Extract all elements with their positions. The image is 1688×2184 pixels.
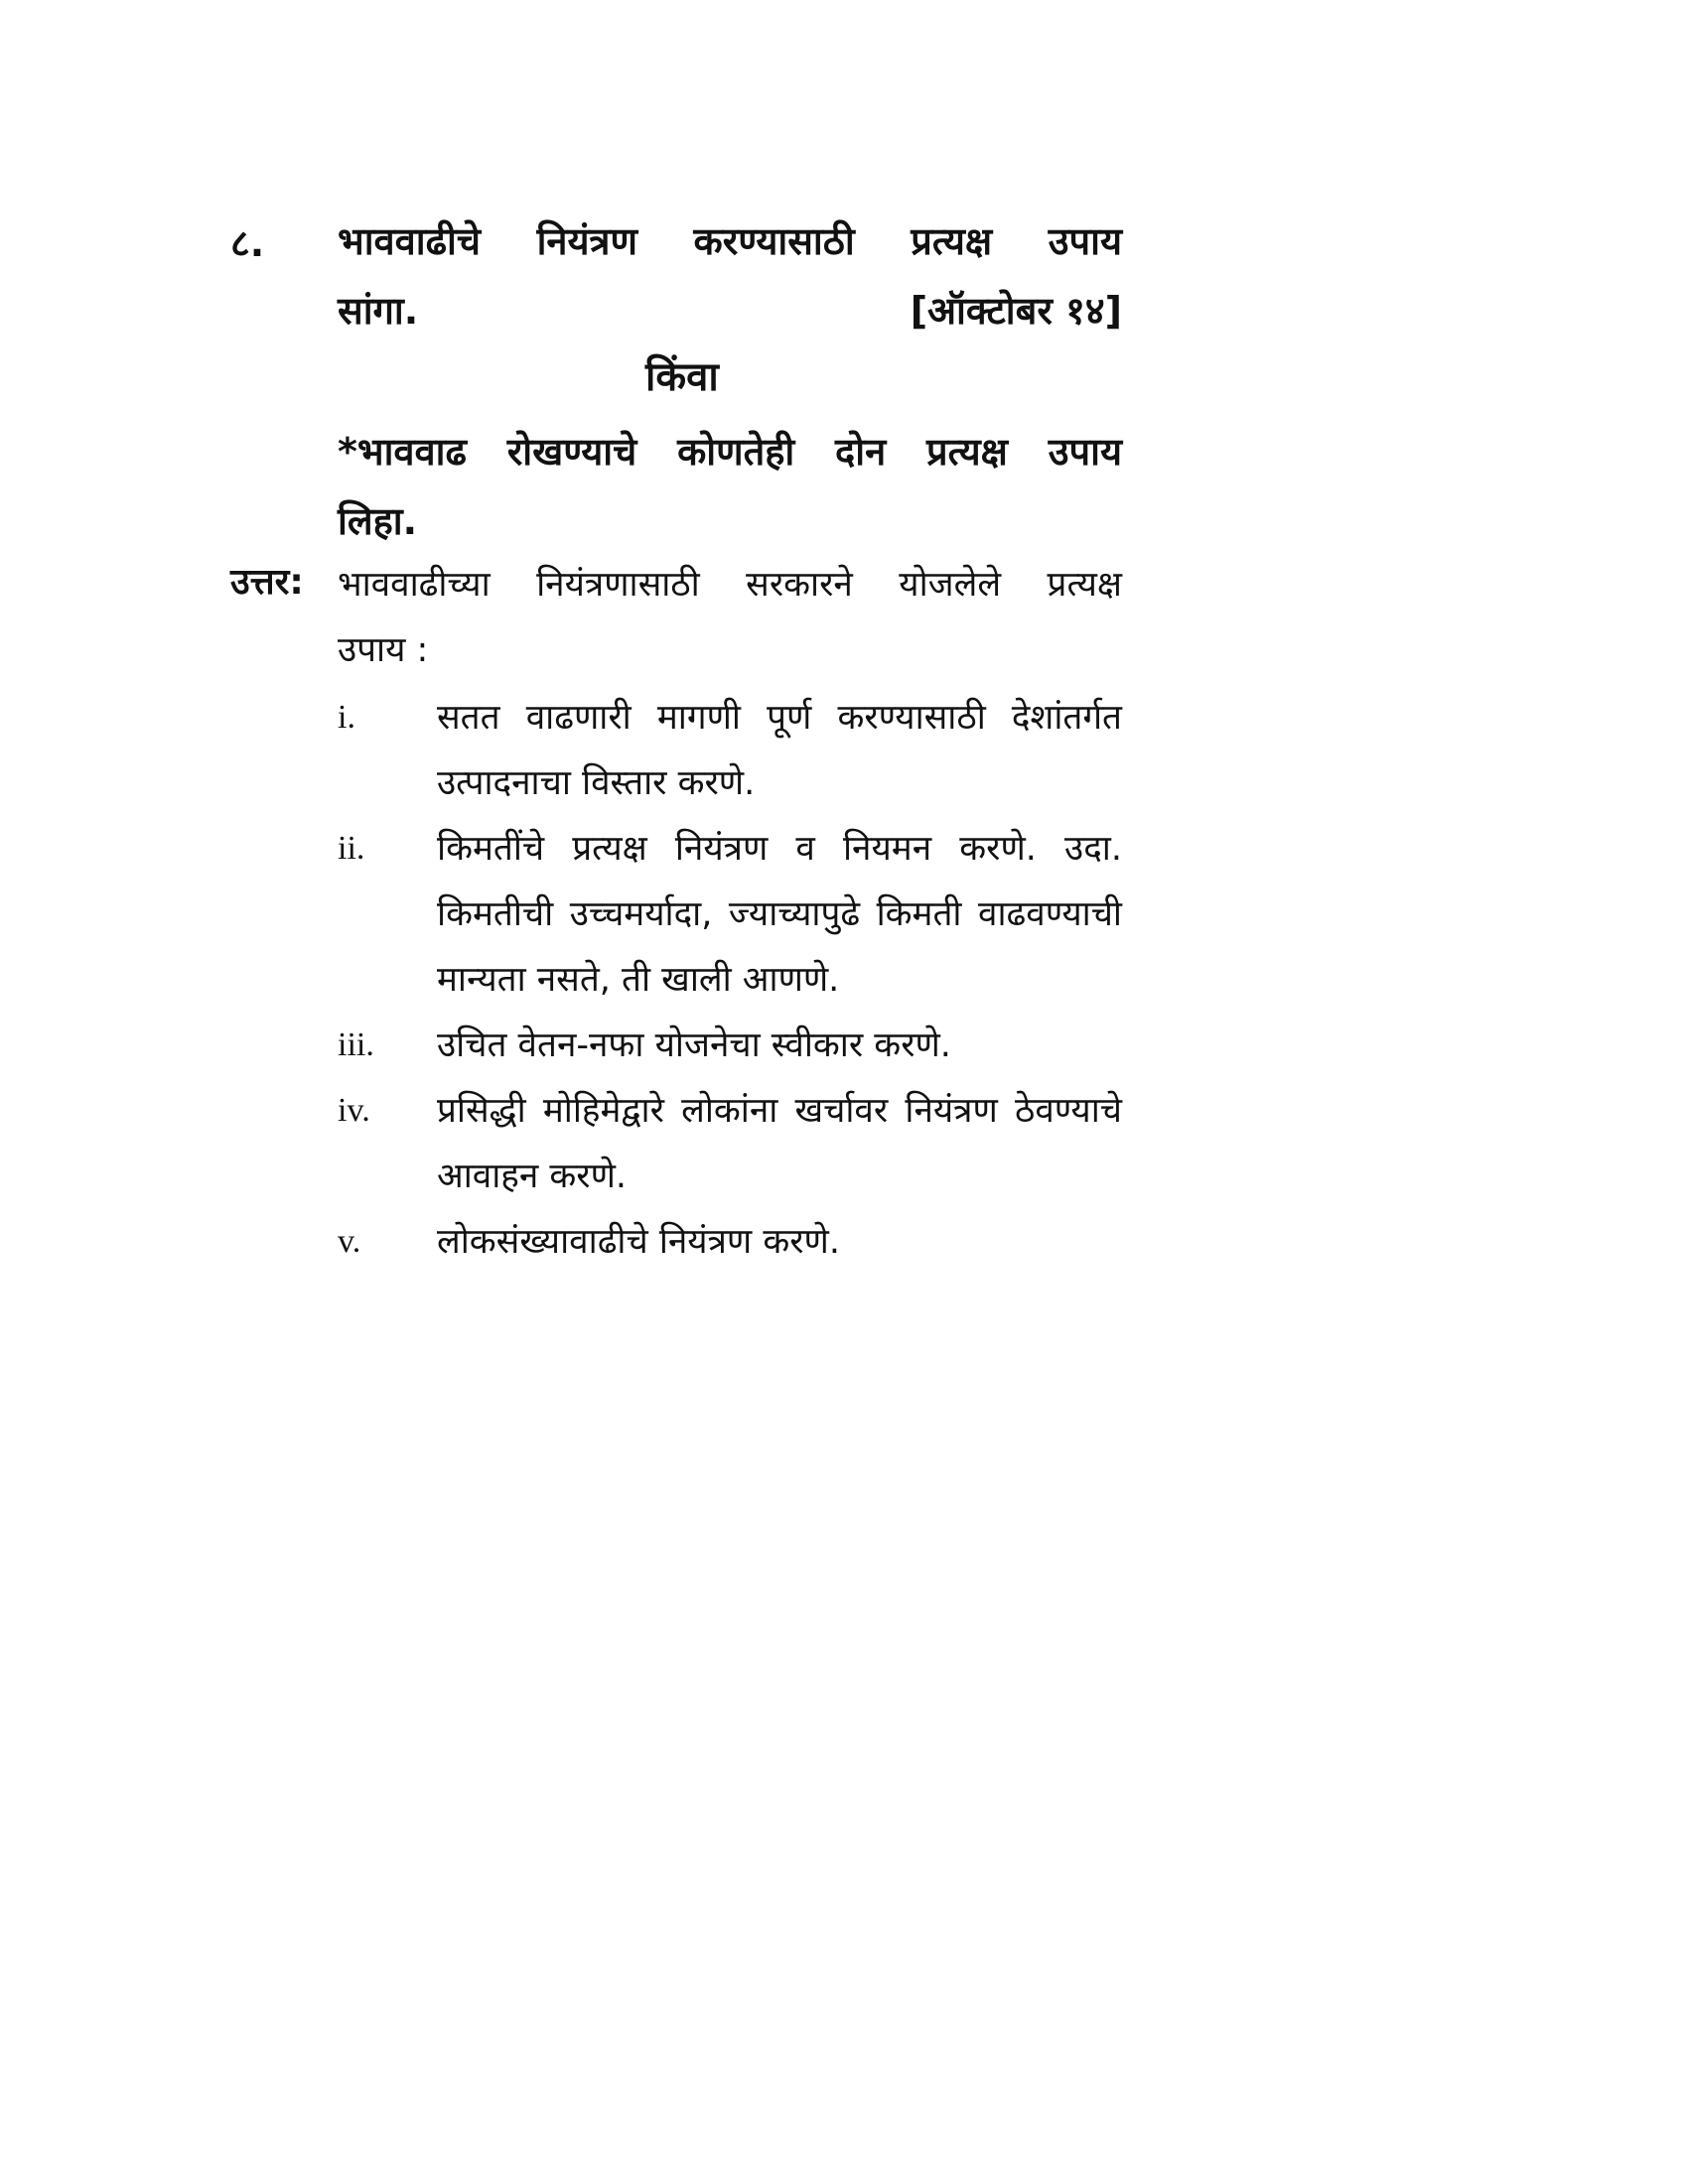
answer-points-list (338, 685, 1122, 1275)
question-line-2-text: सांगा. (338, 289, 419, 333)
list-item (338, 1013, 1122, 1078)
question-line-2 (338, 276, 1122, 345)
or-separator: किंवा (645, 354, 719, 400)
list-item-number: v. (338, 1223, 361, 1260)
question-text (338, 206, 1122, 345)
answer-intro (338, 552, 1122, 683)
answer-label: उत्तर: (230, 562, 304, 603)
list-item (338, 1209, 1122, 1275)
question-number: ८. (230, 221, 265, 265)
list-item-text: लोकसंख्यावाढीचे नियंत्रण करणे. (437, 1222, 840, 1262)
list-item-number: iv. (338, 1092, 370, 1129)
list-item-text: सतत वाढणारी मागणी पूर्ण करण्यासाठी देशांतर्गत उत्पादनाचा विस्तार करणे. (437, 698, 1122, 803)
list-item (338, 685, 1122, 816)
list-item (338, 1078, 1122, 1209)
list-item (338, 816, 1122, 1013)
list-item-number: iii. (338, 1026, 374, 1063)
list-item-text: प्रसिद्धी मोहिमेद्वारे लोकांना खर्चावर नियंत्रण ठेवण्याचे आवाहन करणे. (437, 1091, 1122, 1196)
answer-intro-line-2: उपाय : (338, 630, 429, 670)
list-item-number: i. (338, 699, 355, 736)
list-item-text: उचित वेतन-नफा योजनेचा स्वीकार करणे. (437, 1025, 951, 1065)
answer-intro-line-1: भाववाढीच्या नियंत्रणासाठी सरकारने योजलेले प्रत्यक्ष (338, 565, 1122, 605)
alternate-question-line-2: लिहा. (338, 499, 418, 543)
question-line-1: भाववाढीचे नियंत्रण करण्यासाठी प्रत्यक्ष उपाय (338, 219, 1122, 263)
list-item-text: किमतींचे प्रत्यक्ष नियंत्रण व नियमन करणे. उदा. किमतीची उच्चमर्यादा, ज्याच्यापुढे किमती वाढवण्याची मान्यता नसते, ती खाली आणणे. (437, 829, 1122, 1000)
alternate-question-line-1: *भाववाढ रोखण्याचे कोणतेही दोन प्रत्यक्ष उपाय (338, 430, 1122, 474)
alternate-question (338, 417, 1122, 556)
exam-reference: [ऑक्टोबर १४] (910, 289, 1122, 333)
list-item-number: ii. (338, 830, 365, 867)
